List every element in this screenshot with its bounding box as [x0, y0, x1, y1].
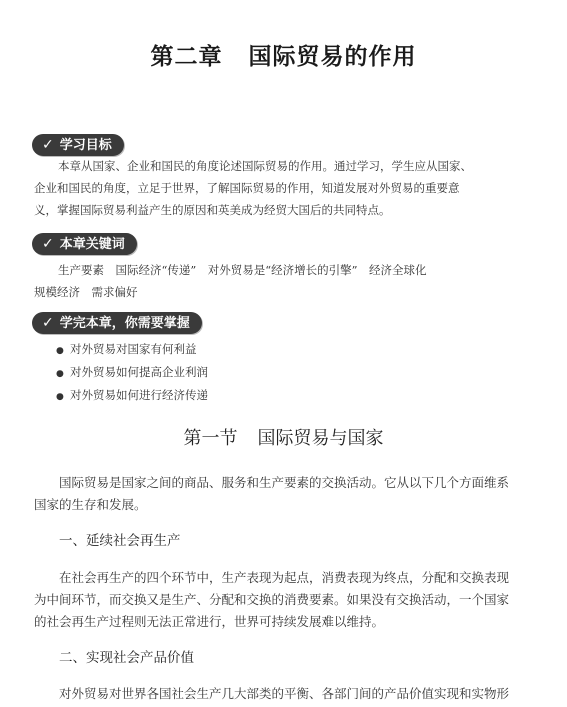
bullet-icon: ● [56, 346, 64, 356]
list-item: ● 对外贸易如何提高企业利润 [56, 362, 208, 385]
check-icon: ✓ [42, 137, 54, 153]
mastery-tag [32, 312, 202, 334]
subsection-heading-1: 一、延续社会再生产 [59, 533, 181, 549]
subsection-2-paragraph [34, 683, 534, 705]
check-icon: ✓ [42, 236, 54, 252]
keywords-tag [32, 233, 137, 255]
paragraph-line: 为中间环节，而交换又是生产、分配和交换的消费要素。如果没有交换活动，一个国家 [34, 592, 510, 607]
keywords-label: 本章关键词 [59, 237, 125, 252]
list-item: ● 对外贸易如何进行经济传递 [56, 385, 208, 408]
section-title [0, 424, 567, 450]
keywords-line: 生产要素 国际经济“传递” 对外贸易是“经济增长的引擎” 经济全球化 [58, 263, 427, 277]
mastery-label: 学完本章，你需要掌握 [59, 316, 190, 331]
bullet-icon: ● [56, 369, 64, 379]
paragraph-line: 国家的生存和发展。 [34, 497, 147, 512]
chapter-number: 第二章 [150, 44, 223, 70]
section-number: 第一节 [183, 428, 238, 449]
objective-line: 义，掌握国际贸易利益产生的原因和英美成为经贸大国后的共同特点。 [34, 203, 391, 217]
learning-objectives-label: 学习目标 [59, 138, 112, 153]
check-icon: ✓ [42, 315, 54, 331]
learning-objectives-tag [32, 134, 124, 156]
bullet-icon: ● [56, 392, 64, 402]
paragraph-line: 的社会再生产过程则无法正常进行，世界可持续发展难以维持。 [34, 614, 385, 629]
intro-paragraph [34, 472, 534, 516]
objective-line: 企业和国民的角度，立足于世界，了解国际贸易的作用，知道发展对外贸易的重要意 [34, 181, 460, 195]
section-name: 国际贸易与国家 [257, 428, 384, 449]
paragraph-line: 在社会再生产的四个环节中，生产表现为起点，消费表现为终点，分配和交换表现 [59, 570, 510, 585]
subsection-1-paragraph [34, 567, 534, 633]
keywords-text [34, 259, 534, 303]
mastery-list [56, 339, 208, 408]
learning-objectives-text [34, 155, 534, 221]
chapter-title [0, 38, 567, 71]
subsection-heading-2: 二、实现社会产品价值 [59, 650, 194, 666]
objective-line: 本章从国家、企业和国民的角度论述国际贸易的作用。通过学习，学生应从国家、 [58, 159, 472, 173]
keywords-line: 规模经济 需求偏好 [34, 285, 138, 299]
paragraph-line: 对外贸易对世界各国社会生产几大部类的平衡、各部门间的产品价值实现和实物形 [59, 686, 510, 701]
paragraph-line: 国际贸易是国家之间的商品、服务和生产要素的交换活动。它从以下几个方面维系 [59, 475, 510, 490]
chapter-name: 国际贸易的作用 [248, 44, 417, 70]
list-item: ● 对外贸易对国家有何利益 [56, 339, 208, 362]
